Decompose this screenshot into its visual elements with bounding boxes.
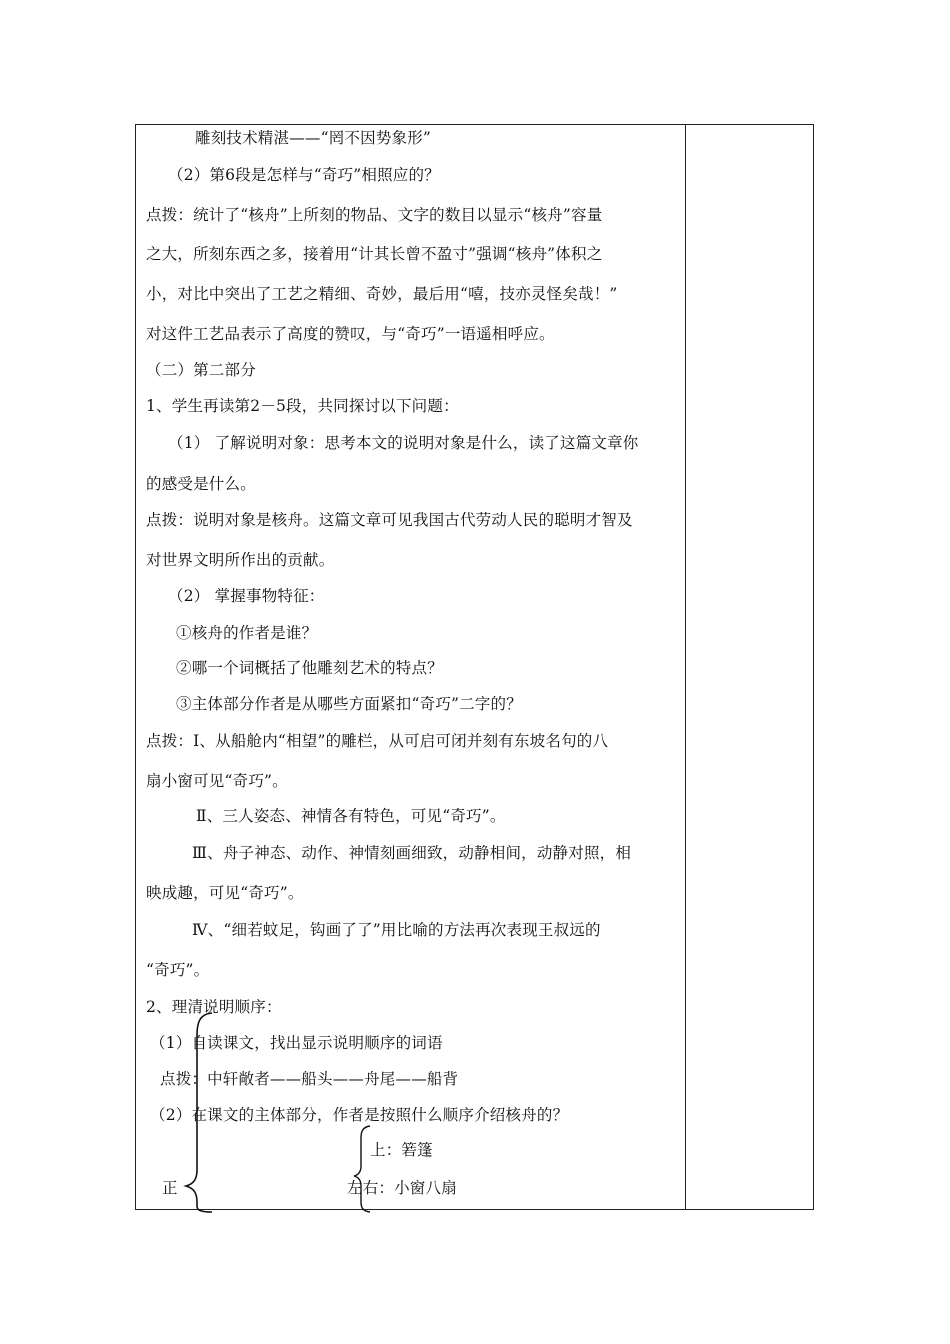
text-line: “奇巧”。 [146, 961, 210, 979]
text-line: Ⅲ、舟子神态、动作、神情刻画细致，动静相间，动静对照，相 [192, 844, 632, 862]
text-line: Ⅳ、“细若蚊足，钩画了了”用比喻的方法再次表现王叔远的 [192, 921, 601, 939]
text-line: 2、理清说明顺序： [146, 998, 282, 1016]
text-line: 雕刻技术精湛——“罔不因势象形” [195, 129, 432, 147]
text-line: 点拨：Ⅰ、从船舱内“相望”的雕栏，从可启可闭并刻有东坡名句的八 [146, 732, 609, 750]
text-line: 的感受是什么。 [146, 475, 256, 493]
text-line: 映成趣，可见“奇巧”。 [146, 884, 304, 902]
text-line: 点拨：说明对象是核舟。这篇文章可见我国古代劳动人民的聪明才智及 [146, 511, 633, 529]
text-line: 点拨：统计了“核舟”上所刻的物品、文字的数目以显示“核舟”容量 [146, 206, 603, 224]
text-line: （2）在课文的主体部分，作者是按照什么顺序介绍核舟的？ [150, 1106, 569, 1124]
text-line: 扇小窗可见“奇巧”。 [146, 772, 288, 790]
text-line: ③主体部分作者是从哪些方面紧扣“奇巧”二字的？ [176, 695, 522, 713]
text-line: 点拨：中轩敞者——船头——舟尾——船背 [160, 1070, 459, 1088]
text-line: （1） 了解说明对象：思考本文的说明对象是什么，读了这篇文章你 [168, 434, 639, 452]
text-line: 小，对比中突出了工艺之精细、奇妙，最后用“嘻，技亦灵怪矣哉！” [146, 285, 618, 303]
text-line: Ⅱ、三人姿态、神情各有特色，可见“奇巧”。 [196, 807, 506, 825]
section-heading: （二）第二部分 [146, 361, 256, 379]
text-line: 1、学生再读第2－5段，共同探讨以下问题： [146, 397, 459, 415]
text-line: ①核舟的作者是谁？ [176, 624, 318, 642]
large-brace [186, 1013, 212, 1212]
diagram-label-front: 正 [162, 1179, 178, 1197]
small-brace [354, 1126, 370, 1212]
text-line: 对世界文明所作出的贡献。 [146, 551, 335, 569]
diagram-label-top: 上：箬篷 [370, 1141, 433, 1159]
text-line: 之大，所刻东西之多，接着用“计其长曾不盈寸”强调“核舟”体积之 [146, 245, 603, 263]
text-line: ②哪一个词概括了他雕刻艺术的特点？ [176, 659, 443, 677]
text-line: 对这件工艺品表示了高度的赞叹，与“奇巧”一语遥相呼应。 [146, 325, 555, 343]
text-line: （2）第6段是怎样与“奇巧”相照应的？ [168, 166, 440, 184]
diagram-label-sides: 左右：小窗八扇 [347, 1179, 457, 1197]
text-line: （1）自读课文，找出显示说明顺序的词语 [150, 1034, 443, 1052]
text-line: （2） 掌握事物特征： [168, 587, 325, 605]
